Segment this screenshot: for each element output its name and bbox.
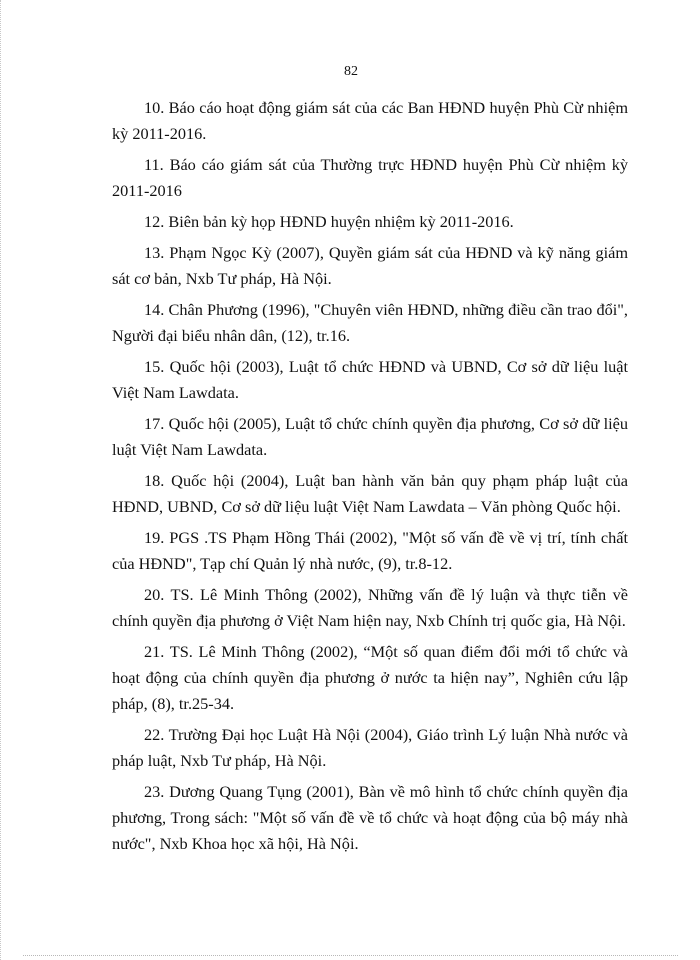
reference-item: 11. Báo cáo giám sát của Thường trực HĐND huyện Phù Cừ nhiệm kỳ 2011-2016 <box>112 155 628 200</box>
page-bottom-divider <box>23 955 678 956</box>
reference-item: 19. PGS .TS Phạm Hồng Thái (2002), "Một số vấn đề về vị trí, tính chất của HĐND", Tạp chí Quản lý nhà nước, (9), tr.8-12. <box>112 528 628 573</box>
reference-item: 12. Biên bản kỳ họp HĐND huyện nhiệm kỳ 2011-2016. <box>144 212 514 231</box>
reference-item: 18. Quốc hội (2004), Luật ban hành văn bản quy phạm pháp luật của HĐND, UBND, Cơ sở dữ liệu luật Việt Nam Lawdata – Văn phòng Quốc hội. <box>112 471 628 516</box>
reference-item: 23. Dương Quang Tụng (2001), Bàn về mô hình tổ chức chính quyền địa phương, Trong sách: "Một số vấn đề về tổ chức và hoạt động của bộ máy nhà nước", Nxb Khoa học xã hội, Hà Nội. <box>112 782 628 853</box>
reference-item: 14. Chân Phương (1996), "Chuyên viên HĐND, những điều cần trao đổi", Người đại biểu nhân dân, (12), tr.16. <box>112 300 628 345</box>
reference-list <box>112 95 628 862</box>
reference-item: 21. TS. Lê Minh Thông (2002), “Một số quan điểm đổi mới tổ chức và hoạt động của chính quyền địa phương ở nước ta hiện nay”, Nghiên cứu lập pháp, (8), tr.25-34. <box>112 642 628 713</box>
reference-item: 13. Phạm Ngọc Kỳ (2007), Quyền giám sát của HĐND và kỹ năng giám sát cơ bản, Nxb Tư pháp, Hà Nội. <box>112 243 628 288</box>
reference-item: 17. Quốc hội (2005), Luật tổ chức chính quyền địa phương, Cơ sở dữ liệu luật Việt Nam Lawdata. <box>112 414 628 459</box>
reference-item: 10. Báo cáo hoạt động giám sát của các Ban HĐND huyện Phù Cừ nhiệm kỳ 2011-2016. <box>112 98 628 143</box>
reference-item: 15. Quốc hội (2003), Luật tổ chức HĐND và UBND, Cơ sở dữ liệu luật Việt Nam Lawdata. <box>112 357 628 402</box>
page-number: 82 <box>344 64 358 79</box>
reference-item: 22. Trường Đại học Luật Hà Nội (2004), Giáo trình Lý luận Nhà nước và pháp luật, Nxb Tư pháp, Hà Nội. <box>112 725 628 770</box>
reference-item: 20. TS. Lê Minh Thông (2002), Những vấn đề lý luận và thực tiễn về chính quyền địa phương ở Việt Nam hiện nay, Nxb Chính trị quốc gia, Hà Nội. <box>112 585 628 630</box>
